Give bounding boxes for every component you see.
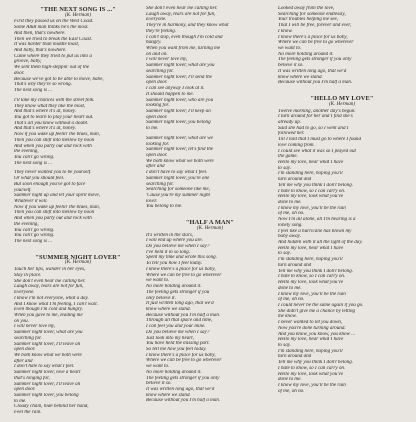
lyric-line: Spent my time and wrote this song. xyxy=(146,255,217,261)
lyric-line: the game. xyxy=(278,154,298,160)
lyric-line: Hello my love, hear what I have xyxy=(278,337,344,343)
lyric-line: Summer night lover, I'll leave an xyxy=(14,341,81,347)
lyric-line: Stay in place. xyxy=(14,272,42,278)
lyric-line: I know there's a place for us baby, xyxy=(146,352,216,358)
lyric-line: we want to. xyxy=(278,46,302,52)
lyric-line: Where we can be free to go wherever xyxy=(146,272,222,278)
lyric-line: the evening, xyxy=(14,221,39,227)
lyric-line: That's why they're so wrong. xyxy=(14,82,72,88)
lyric-line: Because we've got to be able to move, babe, xyxy=(14,76,104,82)
lyric-line: Tell me why you think I don't belong. xyxy=(278,268,354,274)
lyric-line: Summer night lover, what are you xyxy=(14,330,83,336)
lyric-line: Some A&R man thinks he's the most. xyxy=(14,25,89,31)
song-title: "HELLO MY LOVE" xyxy=(310,95,374,103)
lyric-line: hungry. xyxy=(146,40,162,46)
songwriter-credit: (K. Herman) xyxy=(328,100,356,107)
lyric-line: already up. xyxy=(278,119,302,125)
lyric-line: to say. xyxy=(278,342,292,348)
lyric-line: And that's where it's at, honey. xyxy=(14,109,77,115)
lyric-line: I can't stop, even though I'm cold and xyxy=(146,34,223,40)
lyric-line: I know I'm not everyone, what a day. xyxy=(14,295,89,301)
lyric-line: open door. xyxy=(146,152,168,158)
lyric-line: searching for. xyxy=(146,181,174,187)
lyric-line: I can feel you and your mine. xyxy=(146,324,206,330)
lyric-line: Do you believe me when I say? xyxy=(146,244,210,250)
lyric-line: open door. xyxy=(14,387,36,393)
song-block xyxy=(14,7,142,245)
lyric-line: only believe it. xyxy=(146,295,176,301)
lyric-line: yourself. xyxy=(14,187,32,193)
lyric-line: of me, oh no. xyxy=(278,211,305,217)
lyric-line: Laugh away, tears are not for fun, xyxy=(14,284,84,290)
lyric-line: Tell me why you think I don't belong. xyxy=(278,182,354,188)
lyric-line: Then you can shift into mellow by noon xyxy=(14,137,95,143)
lyric-line: Summer night lover, love a heart xyxy=(14,370,81,376)
lyric-line: Summer night lover, what are you xyxy=(146,63,215,69)
lyric-line: groove, baby, xyxy=(14,59,42,65)
lyric-line: 'Cause you're my summer night xyxy=(146,193,210,198)
lyric-line: The next song is ... xyxy=(14,88,53,94)
lyric-line: And that's where it's at, honey. xyxy=(14,126,77,132)
lyric-line: And baby, that's nowhere. xyxy=(14,48,67,54)
lyric-line: I don't have to say what I feel. xyxy=(146,170,208,176)
lyric-line: Now you're done turning around. xyxy=(278,325,346,331)
lyric-line: She didn't give me a chance by letting xyxy=(278,308,356,314)
lyric-line: You have held the missing part. xyxy=(146,341,210,347)
lyric-line: I know my love, you'll be the ruin xyxy=(278,291,346,297)
lyric-line: Through all that space and time, xyxy=(146,318,213,324)
lyric-line: Everyone. xyxy=(14,290,35,296)
lyric-line: They're in harmony, and they know what xyxy=(146,23,229,29)
lyric-line: That I will be free, forever and ever, xyxy=(278,23,352,29)
lyric-line: Now I'm all alone, all I'm hearing is a xyxy=(278,217,356,223)
song-block xyxy=(278,6,406,86)
lyric-line: Your troubles helping me see, xyxy=(278,17,339,23)
song-block xyxy=(14,255,142,416)
lyric-line: I'm standing here, hoping you'll xyxy=(278,257,343,263)
lyric-line: me know. xyxy=(278,314,297,320)
lyric-line: You can't go wrong. xyxy=(14,227,55,233)
lyric-line: We both know what we both were xyxy=(14,352,82,358)
lyric-line: I know there's a place for us baby, xyxy=(146,266,216,272)
lyric-line: They never wanted you to be yourself. xyxy=(14,170,92,176)
lyric-line: to me. xyxy=(146,126,159,132)
lyric-line: turn around and xyxy=(278,177,312,183)
lyric-line: And hidden with it all the light of the day. xyxy=(278,240,363,246)
lyric-line: They know what they like the most, xyxy=(14,103,86,109)
lyric-line: Do you believe me when I say? xyxy=(146,329,210,335)
lyric-line: Or what you should feel. xyxy=(14,176,65,182)
lyric-line: Summer night lover, I'll send the xyxy=(146,74,212,80)
song-title: "SUMMER NIGHT LOVER" xyxy=(35,253,121,261)
lyric-line: Summer night lover, let's find the xyxy=(146,147,214,153)
lyric-line: believe it so. xyxy=(146,381,172,387)
lyric-line: So tell me how you feel today. xyxy=(146,346,207,352)
lyric-line: I'm standing here, hoping you'll xyxy=(278,171,343,177)
lyric-line: I hate to know, so I can carry on. xyxy=(278,365,346,371)
lyric-line: It's written in the stars, xyxy=(146,232,194,238)
lyric-line: Feel the rain. xyxy=(14,410,42,416)
lyric-line: that's longing for, xyxy=(14,375,50,381)
lyric-line: I'm standing here, hoping you'll xyxy=(278,348,343,354)
lyric-line: Till I told that I must go to where I found xyxy=(278,137,362,143)
lyric-line: on you. xyxy=(14,318,29,324)
lyric-line: open door. xyxy=(146,114,168,120)
lyric-line: Where we can be free to go wherever xyxy=(278,40,354,46)
lyric-line: looking for. xyxy=(146,103,170,109)
lyric-line: turn around and xyxy=(278,262,312,268)
lyric-line: Summer night lover, what are we xyxy=(146,135,213,141)
lyric-line: Hello my love, hear what I have xyxy=(278,245,344,251)
lyric-line: believe it so. xyxy=(278,63,304,69)
lyric-line: I will end up where you are. xyxy=(146,238,203,244)
lyric-line: I can see anyway I look at it. xyxy=(146,86,205,92)
lyric-line: to say. xyxy=(278,251,292,257)
lyric-line: Summer night lover, you belong xyxy=(14,393,79,398)
lyric-line: know where we stand. xyxy=(278,74,323,80)
lyric-line: followed her. xyxy=(278,131,305,137)
lyric-line: Hello my love, look what you've xyxy=(278,371,344,377)
lyric-line: open door. xyxy=(146,80,168,86)
lyric-line: When you want from me, turning me xyxy=(146,46,221,52)
lyric-line: lonely song. xyxy=(278,222,303,228)
lyric-line: I feel like a hurricane has blown my xyxy=(278,228,352,234)
lyric-line: after and xyxy=(14,358,33,364)
lyric-line: Because without you I'm half a man. xyxy=(278,80,353,86)
lyric-line: done to me. xyxy=(278,377,302,383)
lyrics-column-right xyxy=(278,6,406,394)
lyric-line: Summer night lover, you belong xyxy=(146,120,211,126)
lyric-line: the evening, xyxy=(14,149,39,155)
lyric-line: Even though I'm cold and hungry. xyxy=(14,307,83,313)
lyric-line: It just written long ago, that we'd xyxy=(146,301,214,307)
lyric-line: I don't hate to say what I feel. xyxy=(14,364,75,370)
lyric-line: Because without you I'm half a man. xyxy=(146,398,221,404)
lyric-line: Because without you I'm half a man. xyxy=(146,312,221,318)
lyric-line: they're feeling. xyxy=(146,28,177,34)
lyric-line: to me. xyxy=(14,398,27,404)
lyric-line: And when you party out and rock with xyxy=(14,143,92,149)
lyric-line: I will never love my, xyxy=(146,57,188,63)
lyric-line: The next song is ... xyxy=(14,239,53,245)
lyric-line: I know. xyxy=(278,28,293,34)
lyric-line: When you gave to me, leading me xyxy=(14,312,83,318)
lyric-line: First they passed us on the West Coast. xyxy=(14,19,94,25)
lyric-line: The next song is ... xyxy=(14,160,53,166)
lyric-line: door. xyxy=(14,70,25,76)
lyric-line: Then you can shift into mellow by noon xyxy=(14,210,95,216)
lyric-line: I could never be the same again if you go. xyxy=(278,302,364,308)
lyric-line: You belong to me. xyxy=(146,204,183,210)
lyric-line: of me, oh no. xyxy=(278,297,305,303)
song-block xyxy=(146,220,274,404)
lyric-line: we want to. xyxy=(146,364,170,370)
lyric-line: I turn around for her and I find she's xyxy=(278,114,353,120)
lyric-line: I hate to know, so I can carry on. xyxy=(278,274,346,280)
lyric-line: open door. xyxy=(14,347,36,353)
lyric-line: To tell you how I feel today. xyxy=(146,261,203,267)
lyric-line: It was written long ago, that we'd xyxy=(146,387,215,392)
lyric-line: lover. xyxy=(146,198,158,204)
lyric-line: Everyone. xyxy=(146,17,167,23)
lyric-line: Summer night up and let your spirit move, xyxy=(14,193,101,199)
lyric-line: to say. xyxy=(278,165,292,171)
lyric-line: No more holding around it. xyxy=(278,51,334,57)
lyric-line: Twelve morning, another day's begun. xyxy=(278,108,356,114)
lyric-line: on and on. xyxy=(146,51,168,57)
lyric-line: I could see what it was so I played out xyxy=(278,148,356,154)
lyric-line: And when you party out and rock with xyxy=(14,216,92,222)
lyric-line: Summer night lover, I'll keep an xyxy=(146,108,211,114)
lyric-line: looking for. xyxy=(146,141,170,147)
lyric-line: of me, oh no. xyxy=(278,388,305,394)
lyric-line: Then we tried to break the East Coast. xyxy=(14,36,93,42)
lyric-line: I know my love, you'll be the ruin xyxy=(278,205,346,211)
song-block xyxy=(278,96,406,394)
lyric-line: Searching for someone endlessly, xyxy=(278,11,346,17)
song-block xyxy=(146,6,274,210)
lyric-line: I know there's a place for us baby, xyxy=(278,34,348,40)
lyric-line: No more holding around it. xyxy=(146,284,202,290)
lyric-line: We both know what we both were xyxy=(146,158,214,164)
lyric-line: I know my love, you'll be the ruin xyxy=(278,383,346,388)
lyric-line: I'll take my chances with the street folk. xyxy=(14,97,95,103)
lyric-line: we want to. xyxy=(146,278,170,284)
lyric-line: Searching for someone like me, xyxy=(146,187,210,193)
lyric-line: Summer night lover, you're one xyxy=(146,175,210,181)
lyric-line: Where we can be free to go wherever xyxy=(146,358,222,364)
lyric-line: She don't even hear me calling her. xyxy=(146,6,218,11)
lyric-line: It should happen to me. xyxy=(146,91,194,97)
lyric-line: No more holding around it. xyxy=(146,369,202,375)
lyric-line: Just look into my heart, xyxy=(146,335,194,341)
lyric-line: love coming from. xyxy=(278,142,315,148)
song-title: "THE NEXT SONG IS ..." xyxy=(40,6,116,13)
lyric-line: And you know, you know, you know ... xyxy=(278,331,356,337)
lyric-line: I will never love my, xyxy=(14,324,56,330)
lyric-line: And then, that's nowhere. xyxy=(14,30,66,36)
lyric-line: know where we stand. xyxy=(146,306,191,312)
lyric-line: You got to learn to play your heart out. xyxy=(14,114,94,120)
song-title: "HALF A MAN" xyxy=(185,219,235,227)
lyric-line: Summer night lover, who are you xyxy=(146,97,214,103)
lyric-line: Came where they tried to put us into a xyxy=(14,53,92,59)
lyric-line: The feeling gets stronger if you only xyxy=(146,375,220,381)
lyric-line: It was written long ago, that we'd xyxy=(278,68,347,74)
lyric-line: know where we stand. xyxy=(146,392,191,398)
lyric-line: searching for. xyxy=(14,335,42,341)
songwriter-credit: (K. Herman) xyxy=(64,11,92,18)
lyric-line: turn around and xyxy=(278,354,312,360)
lyric-line: Touch her lips, wander in her eyes, xyxy=(14,267,86,273)
lyric-line: Said she had to go, so I went and I xyxy=(278,125,349,131)
lyric-line: I've held it in so long. xyxy=(146,249,191,255)
lyric-line: Hello my love, look what you've xyxy=(278,280,344,286)
lyric-line: And I know what I'm feeling, I can't wait. xyxy=(14,301,98,307)
lyric-line: Now if you wake up feelin' the blues, man, xyxy=(14,204,100,210)
lyric-line: Laugh away, tears are not for fun, xyxy=(146,11,216,17)
lyric-line: Tell me why you think I don't belong. xyxy=(278,360,354,366)
lyric-line: Whatever it will. xyxy=(14,199,48,204)
lyrics-column-middle xyxy=(146,6,274,404)
lyric-line: searching for. xyxy=(146,68,174,74)
lyric-line: She don't even hear me calling her. xyxy=(14,278,86,284)
lyric-line: Cloudy chain, hide behind her hand, xyxy=(14,404,89,410)
lyric-line: Looked away from the love, xyxy=(278,6,335,11)
lyric-line: That's all you know without a doubt. xyxy=(14,120,89,126)
lyric-line: But soon enough you've got to face xyxy=(14,181,86,187)
lyric-line: Hello my love, hear what I have xyxy=(278,159,344,165)
lyric-line: The feeling gets stronger if you xyxy=(146,289,210,295)
lyric-line: Now if you wake up feelin' the blues, man, xyxy=(14,132,100,138)
lyric-line: done to me. xyxy=(278,200,302,205)
lyric-line: We sent them high-steppin' out of the xyxy=(14,65,90,71)
lyric-line: You can't go wrong. xyxy=(14,154,55,160)
lyrics-column-left xyxy=(14,6,142,416)
lyric-line: You can't go wrong. xyxy=(14,233,55,239)
lyric-line: baby away. xyxy=(278,234,301,240)
lyric-line: after and xyxy=(146,164,165,170)
lyric-line: Hello my love, look what you've xyxy=(278,194,344,200)
songwriter-credit: (K. Herman) xyxy=(64,259,92,266)
lyric-line: Summer night lover, I'll leave an xyxy=(14,381,81,387)
lyric-line: The feeling gets stronger if you only xyxy=(278,57,352,63)
lyric-line: done to me. xyxy=(278,285,302,291)
lyric-line: It was harder than middle toast, xyxy=(14,42,80,48)
songwriter-credit: (K. Herman) xyxy=(196,224,224,231)
lyric-line: I never wanted to let you down, xyxy=(278,320,343,326)
lyric-line: I hate to know, so I can carry on. xyxy=(278,188,346,194)
